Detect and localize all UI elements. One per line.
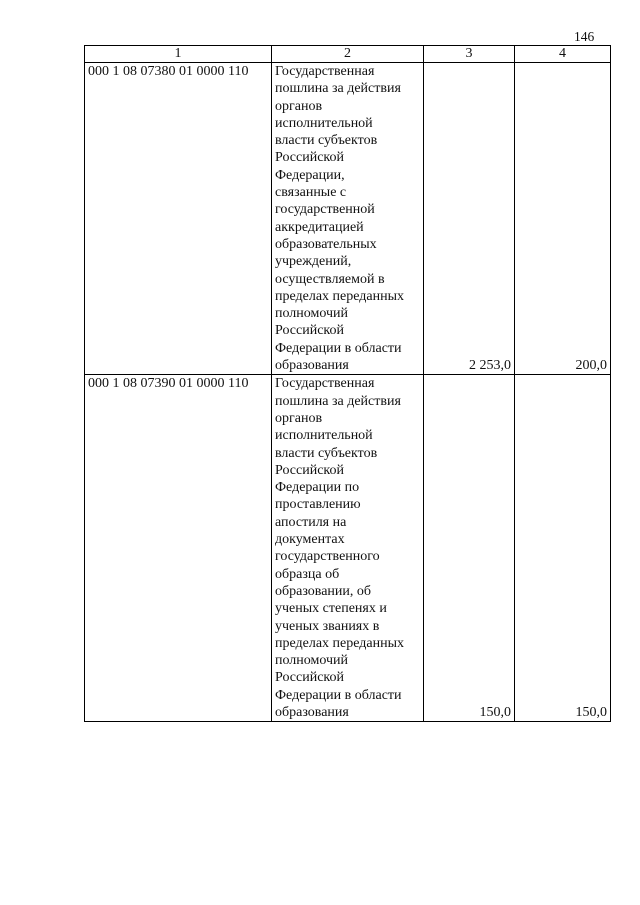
table-header: [85, 46, 611, 63]
amount-col-3-cell: 2 253,0: [424, 63, 515, 375]
budget-code-cell: 000 1 08 07380 01 0000 110: [85, 63, 272, 375]
header-col-3: 3: [424, 46, 515, 63]
table-row: [85, 63, 611, 375]
amount-col-4-cell: 200,0: [515, 63, 611, 375]
description-cell: Государственная пошлина за действия органов исполнительной власти субъектов Российской Федерации по проставлению апостиля на документах государственного образца об образовании, об ученых степенях и ученых званиях в пределах переданных полномочий Российской Федерации в области образования: [272, 375, 424, 722]
header-col-2: 2: [272, 46, 424, 63]
amount-col-4-cell: 150,0: [515, 375, 611, 722]
table-body: [85, 63, 611, 722]
budget-code-cell: 000 1 08 07390 01 0000 110: [85, 375, 272, 722]
header-row: [85, 46, 611, 63]
amount-col-3-cell: 150,0: [424, 375, 515, 722]
header-col-1: 1: [85, 46, 272, 63]
table-row: [85, 375, 611, 722]
header-col-4: 4: [515, 46, 611, 63]
page-number: 146: [574, 29, 595, 44]
budget-table: [84, 45, 611, 722]
description-cell: Государственная пошлина за действия органов исполнительной власти субъектов Российской Федерации, связанные с государственной аккредитацией образовательных учреждений, осуществляемой в пределах переданных полномочий Российской Федерации в области образования: [272, 63, 424, 375]
